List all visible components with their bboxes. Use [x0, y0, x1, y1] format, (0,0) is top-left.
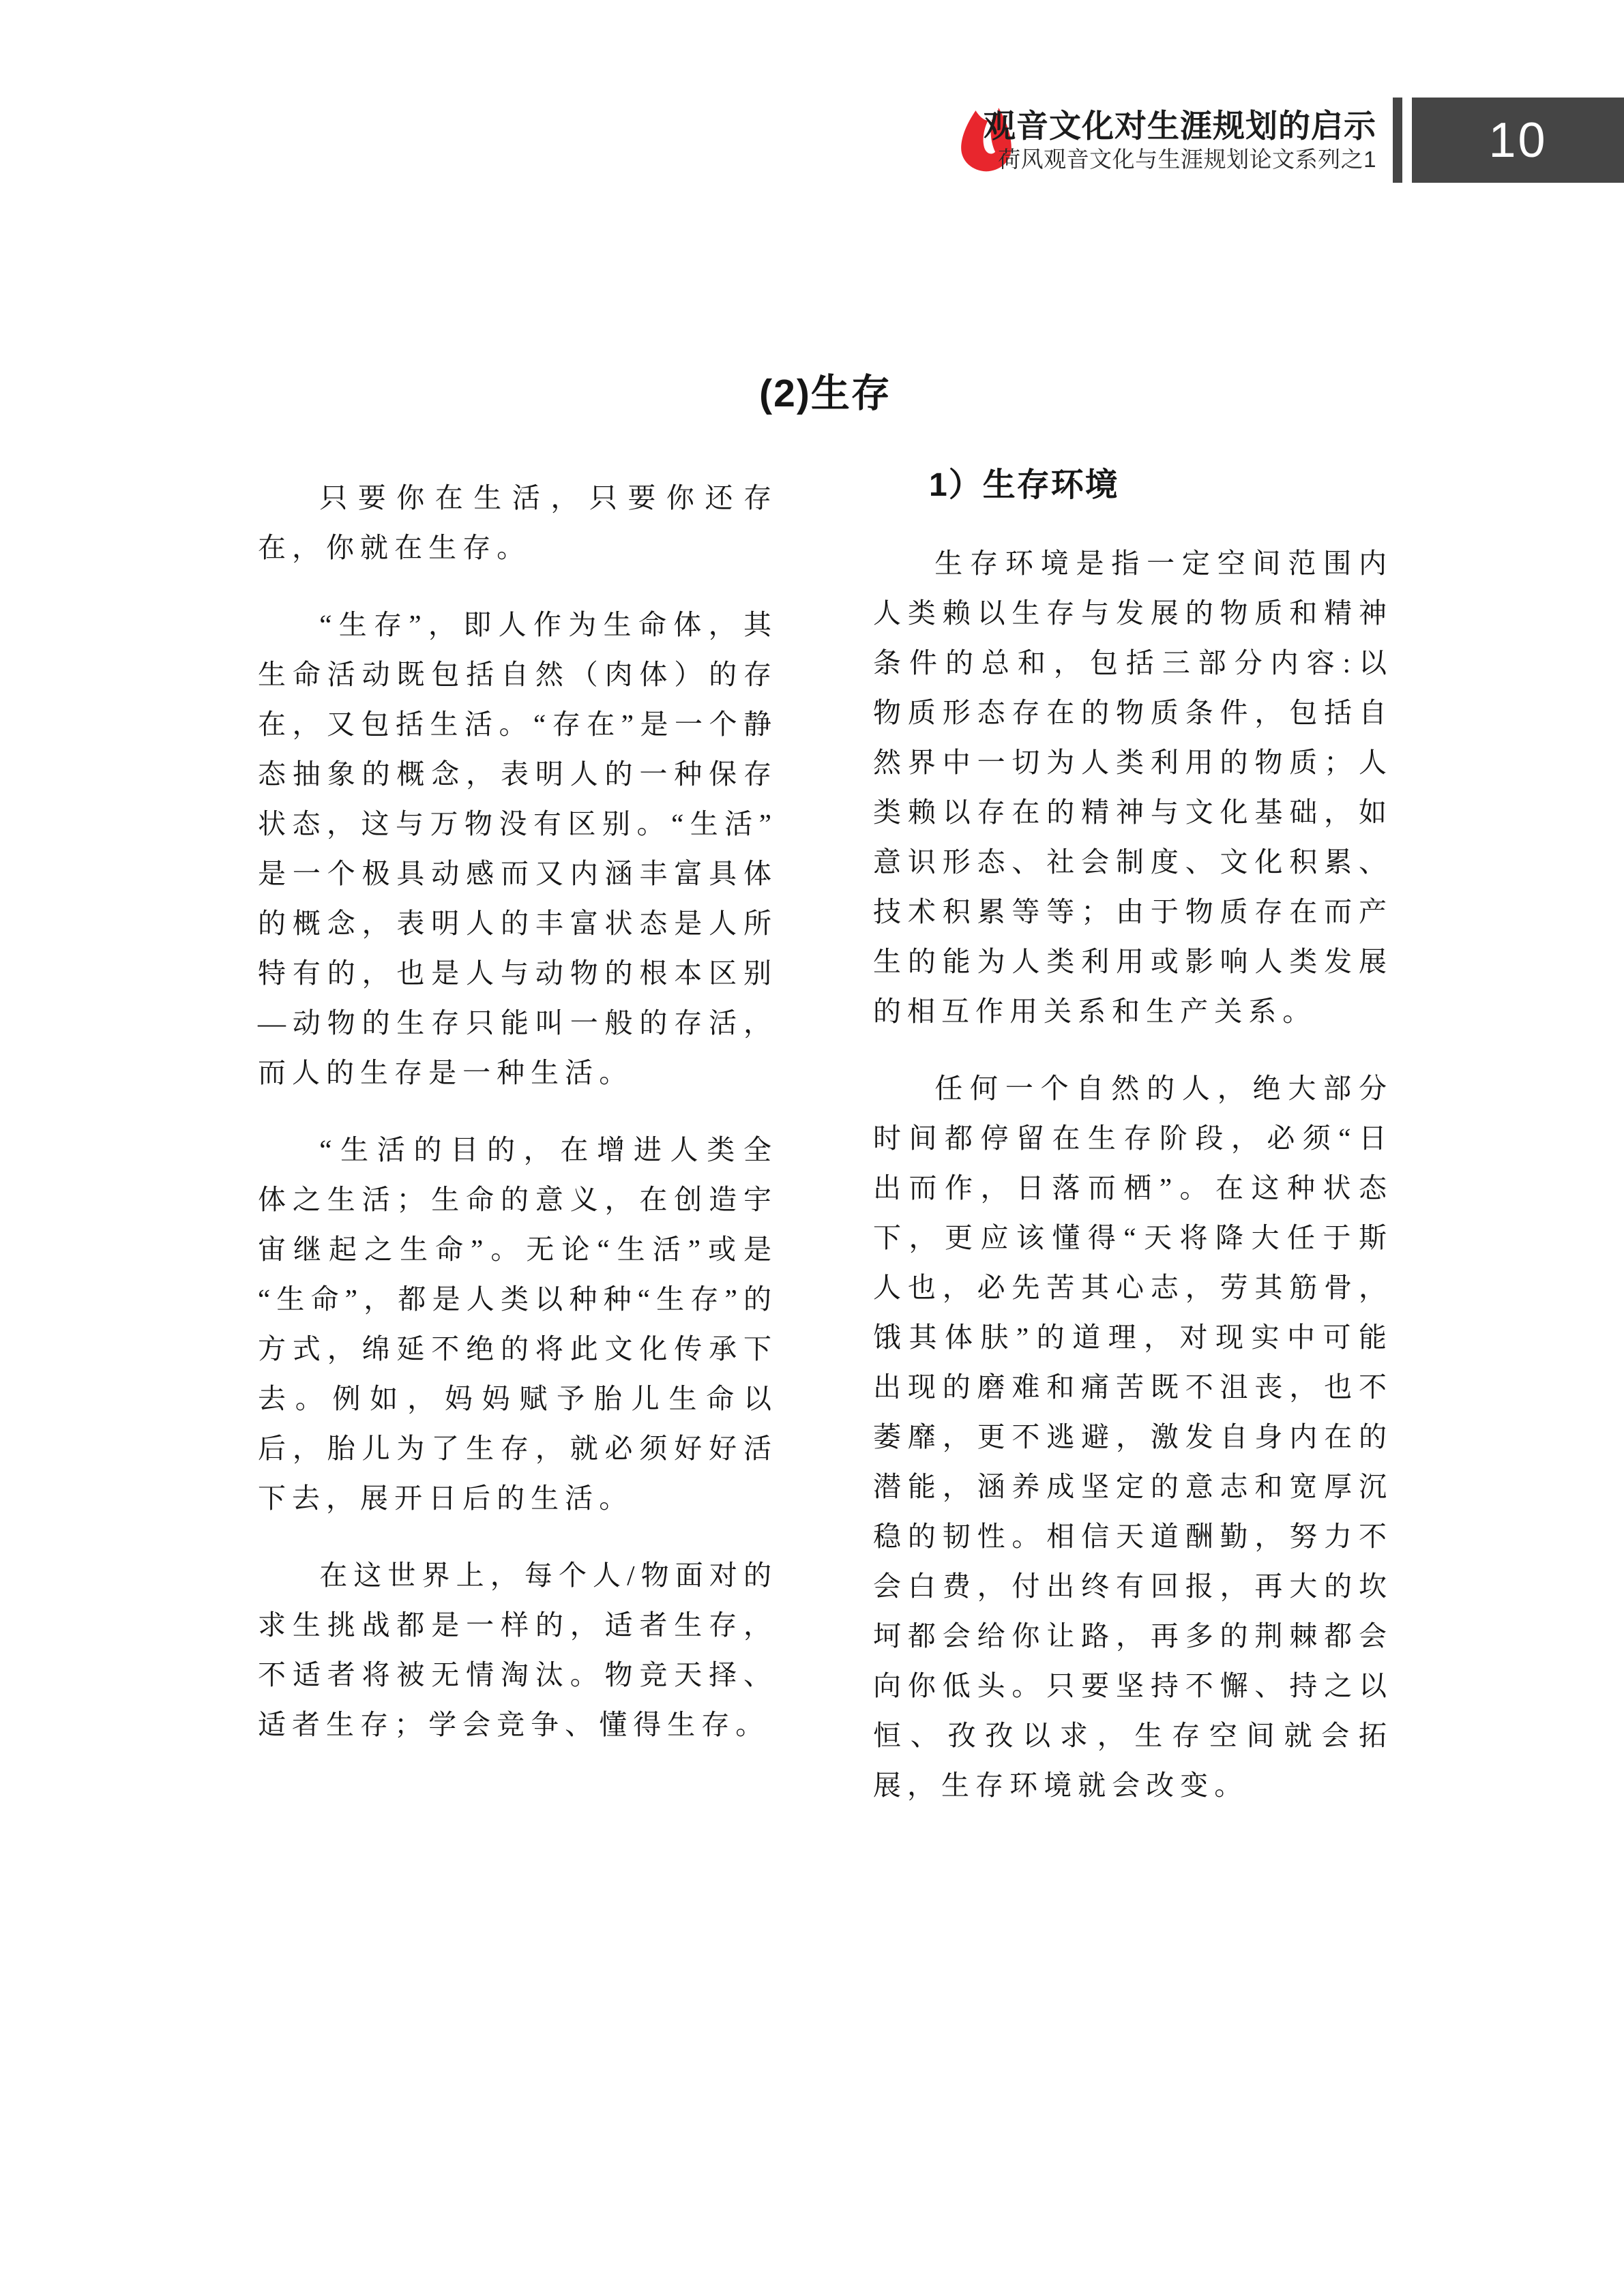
header-text-block	[984, 109, 1376, 173]
right-column	[873, 465, 1393, 1838]
left-column	[258, 465, 778, 1838]
paragraph: 生存环境是指一定空间范围内人类赖以生存与发展的物质和精神条件的总和，包括三部分内容:以物质形态存在的物质条件，包括自然界中一切为人类利用的物质；人类赖以存在的精神与文化基础，如意识形态、社会制度、文化积累、技术积累等等；由于物质存在而产生的能为人类利用或影响人类发展的相互作用关系和生产关系。	[873, 548, 1393, 1027]
paragraph: 在这世界上，每个人/物面对的求生挑战都是一样的，适者生存，不适者将被无情淘汰。物竞天择、适者生存；学会竞争、懂得生存。	[258, 1560, 778, 1740]
document-title: 观音文化对生涯规划的启示	[984, 108, 1376, 144]
section-title: (2)生存	[759, 372, 891, 415]
header-accent-bar	[1393, 98, 1402, 183]
paragraph: “生活的目的，在增进人类全体之生活；生命的意义，在创造宇宙继起之生命”。无论“生活”或是“生命”，都是人类以种种“生存”的方式，绵延不绝的将此文化传承下去。例如，妈妈赋予胎儿生命以后，胎儿为了生存，就必须好好活下去，展开日后的生活。	[258, 1134, 778, 1514]
page-number: 10	[1488, 113, 1548, 168]
right-column-paragraphs	[873, 539, 1393, 1810]
document-subtitle: 荷风观音文化与生涯规划论文系列之1	[998, 147, 1376, 172]
paragraph: 只要你在生活，只要你还存在，你就在生存。	[258, 482, 778, 563]
subsection-heading: 1）生存环境	[929, 467, 1119, 503]
two-column-layout	[258, 465, 1393, 1838]
paragraph: “生存”，即人作为生命体，其生命活动既包括自然（肉体）的存在，又包括生活。“存在”是一个静态抽象的概念，表明人的一种保存状态，这与万物没有区别。“生活”是一个极具动感而又内涵丰富具体的概念，表明人的丰富状态是人所特有的，也是人与动物的根本区别—动物的生存只能叫一般的存活，而人的生存是一种生活。	[258, 609, 778, 1088]
paragraph: 任何一个自然的人，绝大部分时间都停留在生存阶段，必须“日出而作，日落而栖”。在这种状态下，更应该懂得“天将降大任于斯人也，必先苦其心志，劳其筋骨，饿其体肤”的道理，对现实中可能出现的磨难和痛苦既不沮丧，也不萎靡，更不逃避，激发自身内在的潜能，涵养成坚定的意志和宽厚沉稳的韧性。相信天道酬勤，努力不会白费，付出终有回报，再大的坎坷都会给你让路，再多的荆棘都会向你低头。只要坚持不懈、持之以恒、孜孜以求，生存空间就会拓展，生存环境就会改变。	[873, 1073, 1393, 1801]
page-header	[0, 0, 1624, 205]
page-number-box	[1412, 98, 1624, 183]
